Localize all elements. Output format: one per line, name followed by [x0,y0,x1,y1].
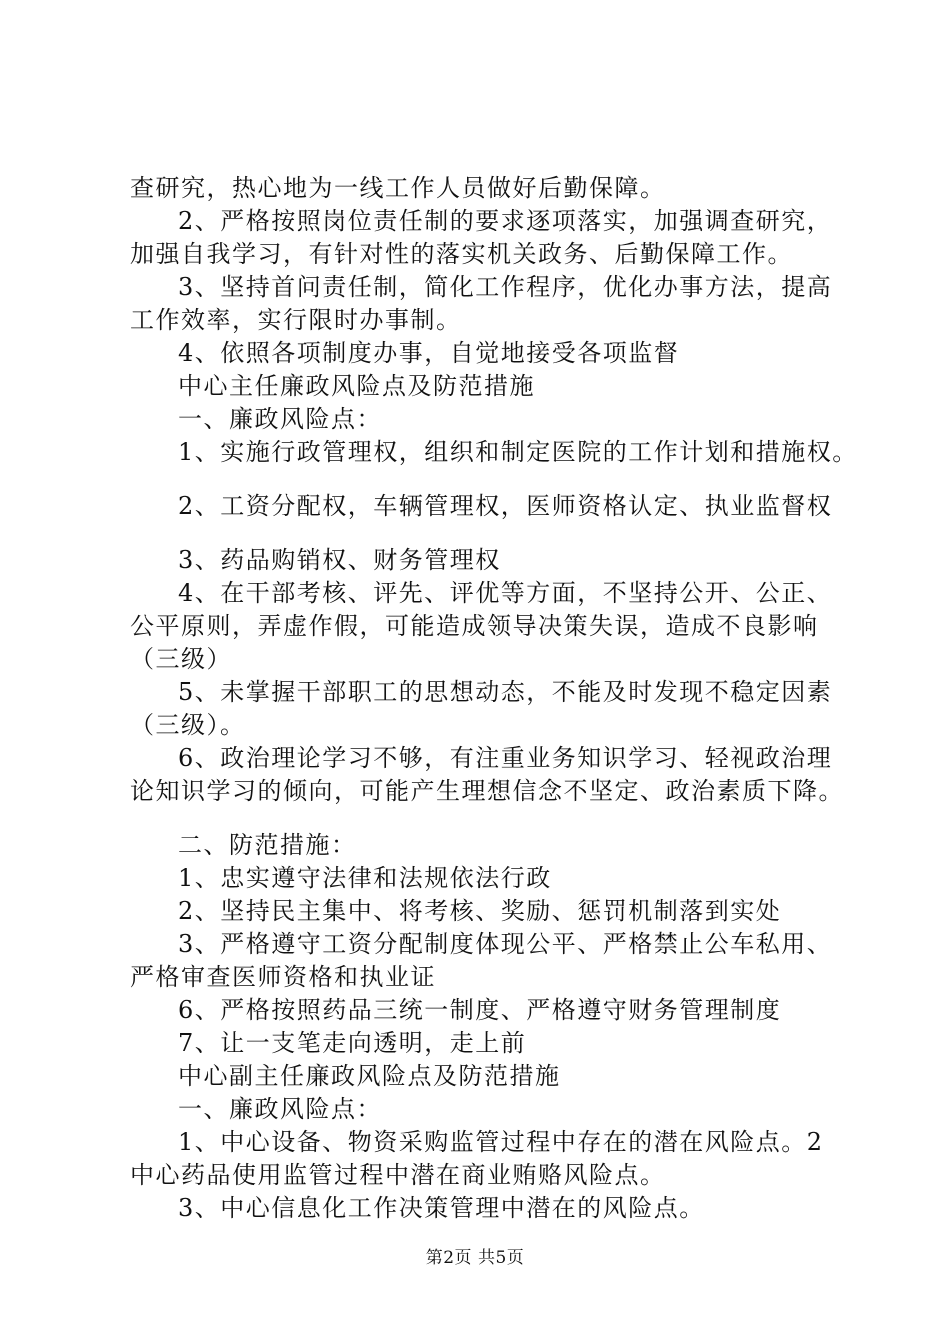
text-line: 论知识学习的倾向，可能产生理想信念不坚定、政治素质下降。 [130,777,844,805]
text-line: 3、药品购销权、财务管理权 [178,546,501,574]
text-line: 2、坚持民主集中、将考核、奖励、惩罚机制落到实处 [178,897,782,925]
text-line: 公平原则，弄虚作假，可能造成领导决策失误，造成不良影响 [130,612,819,640]
subsection-heading: 一、廉政风险点： [178,405,382,433]
text-line: 7、让一支笔走向透明，走上前 [178,1029,527,1057]
text-line: 2、工资分配权，车辆管理权，医师资格认定、执业监督权 [178,492,833,520]
text-line: 1、中心设备、物资采购监管过程中存在的潜在风险点。2 [178,1128,824,1156]
subsection-heading: 一、廉政风险点： [178,1095,382,1123]
page-number-footer: 第2页 共5页 [425,1248,525,1268]
section-heading: 中心主任廉政风险点及防范措施 [178,372,535,400]
text-line: 3、严格遵守工资分配制度体现公平、严格禁止公车私用、 [178,930,833,958]
text-line: 5、未掌握干部职工的思想动态，不能及时发现不稳定因素 [178,678,833,706]
section-heading: 中心副主任廉政风险点及防范措施 [178,1062,561,1090]
text-line: 3、坚持首问责任制，简化工作程序，优化办事方法，提高 [178,273,833,301]
subsection-heading: 二、防范措施： [178,831,357,859]
text-line: （三级） [130,645,232,673]
text-line: 查研究，热心地为一线工作人员做好后勤保障。 [130,174,666,202]
text-line: 工作效率，实行限时办事制。 [130,306,462,334]
text-line: 3、中心信息化工作决策管理中潜在的风险点。 [178,1194,705,1222]
text-line: 6、严格按照药品三统一制度、严格遵守财务管理制度 [178,996,782,1024]
text-line: 中心药品使用监管过程中潜在商业贿赂风险点。 [130,1161,666,1189]
text-line: 1、实施行政管理权，组织和制定医院的工作计划和措施权。 [178,438,858,466]
text-line: 4、在干部考核、评先、评优等方面，不坚持公开、公正、 [178,579,833,607]
text-line: 6、政治理论学习不够，有注重业务知识学习、轻视政治理 [178,744,833,772]
text-line: 加强自我学习，有针对性的落实机关政务、后勤保障工作。 [130,240,793,268]
text-line: 4、依照各项制度办事，自觉地接受各项监督 [178,339,680,367]
text-line: 2、严格按照岗位责任制的要求逐项落实，加强调查研究， [178,207,833,235]
text-line: （三级）。 [130,711,246,739]
text-line: 严格审查医师资格和执业证 [130,963,436,991]
text-line: 1、忠实遵守法律和法规依法行政 [178,864,552,892]
